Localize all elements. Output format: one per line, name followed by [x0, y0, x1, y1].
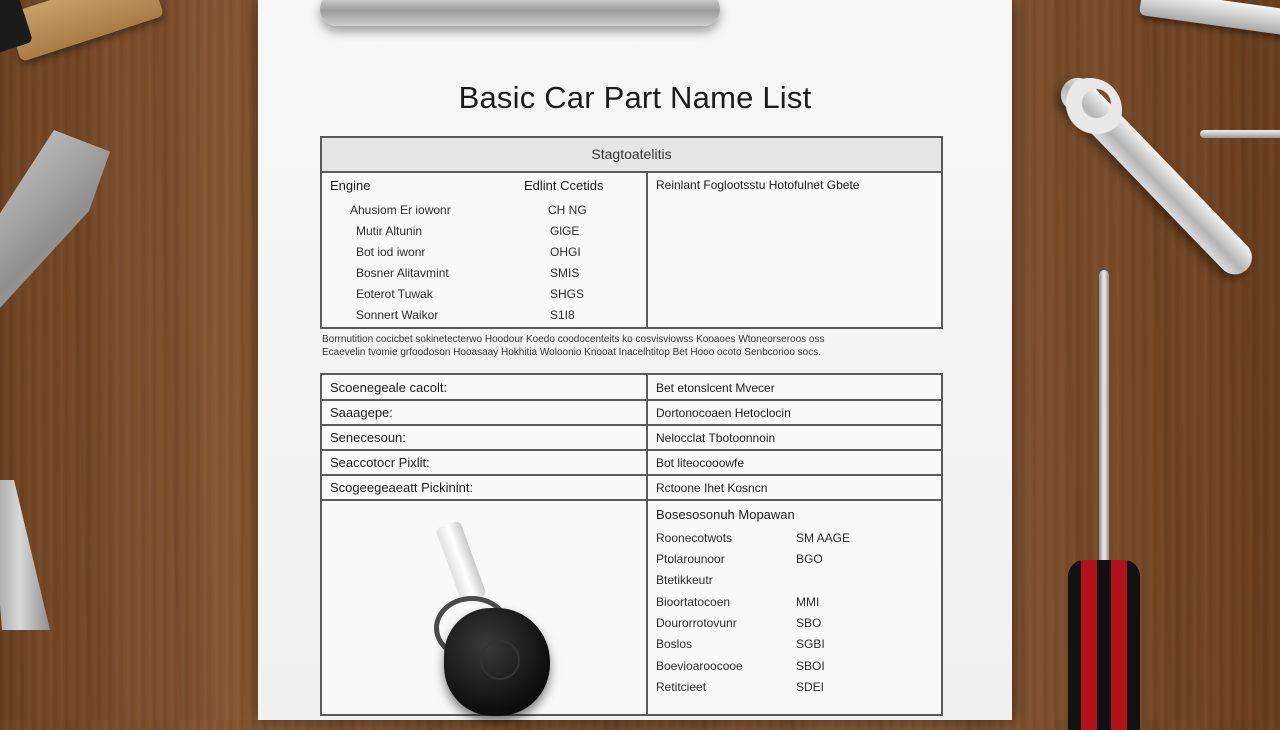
grid-rule [322, 424, 941, 426]
pliers-handle [0, 480, 50, 630]
lower-item-name: Boslos [656, 637, 693, 651]
part-code: OHGI [550, 245, 581, 259]
grid-rule [322, 474, 941, 476]
lower-item-name: Bioortatocoen [656, 595, 731, 609]
part-name: Bosner Alitavmint [356, 266, 449, 280]
lower-item-code: SDEI [796, 680, 825, 694]
parts-grid [320, 373, 943, 716]
lower-item-code: MMI [796, 595, 820, 609]
grid-row-label: Scogeegeaeatt Pickinint: [330, 480, 474, 495]
grid-row-label: Senecesoun: [330, 430, 406, 445]
part-code: S1I8 [550, 308, 575, 322]
document-title: Basic Car Part Name List [458, 80, 812, 115]
screwdriver-handle [1068, 560, 1140, 730]
paragraph-line: Borrnutition cocicbet sokinetecterwo Hoodour Koedo coodocenteits ko cosvisviowss Kooaoes Wtoneorseroos oss [322, 334, 825, 345]
lower-item-name: Ptolarounoor [656, 552, 725, 566]
wrench-top [320, 0, 720, 26]
lower-item-code: SM AAGE [796, 531, 851, 545]
lower-item-code: SGBI [796, 637, 825, 651]
lower-right-title: Bosesosonuh Mopawan [656, 507, 795, 522]
parts-panel [320, 136, 943, 329]
grid-row-label: Seaccotocr Pixlit: [330, 455, 430, 470]
lower-item-code: SBO [796, 616, 822, 630]
part-code: GlGE [550, 224, 580, 238]
grid-row-value: Rctoone Ihet Kosncn [656, 481, 768, 495]
part-code: CH NG [548, 203, 587, 217]
part-code: SHGS [550, 287, 585, 301]
grid-row-value: Dortonocoaen Hetoclocin [656, 406, 791, 420]
part-name: Bot iod iwonr [356, 245, 426, 259]
lower-item-name: Boevioaroocooe [656, 659, 743, 673]
lower-item-name: Btetikkeutr [656, 573, 713, 587]
wrench-top-right [1139, 0, 1280, 37]
metal-pin [1200, 130, 1280, 138]
pliers [0, 130, 110, 310]
panel-divider [646, 171, 648, 327]
panel-header: Stagtoatelitis [322, 138, 941, 173]
right-column-header: Reinlant Foglootsstu Hotofulnet Gbete [656, 178, 860, 192]
key-fob-button [480, 640, 520, 680]
lower-item-name: Dourorrotovunr [656, 616, 737, 630]
grid-rule [322, 499, 941, 501]
column-label-engine: Engine [330, 178, 371, 193]
part-name: Sonnert Waikor [356, 308, 439, 322]
part-name: Ahusiom Er iowonr [350, 203, 451, 217]
paper-sheet [258, 0, 1012, 720]
wrench-right-head [1058, 78, 1122, 142]
lower-item-code: BGO [796, 552, 823, 566]
grid-rule [322, 399, 941, 401]
grid-row-value: Bot liteocooowfe [656, 456, 745, 470]
screwdriver-shaft [1099, 270, 1109, 570]
column-label-codes: Edlint Ccetids [524, 178, 604, 193]
lower-item-name: Retitcieet [656, 680, 707, 694]
grid-row-value: Nelocclat Tbotoonnoin [656, 431, 776, 445]
grid-row-label: Scoenegeale cacolt: [330, 380, 448, 395]
lower-item-code: SBOI [796, 659, 825, 673]
part-name: Eoterot Tuwak [356, 287, 433, 301]
grid-rule [322, 449, 941, 451]
grid-row-label: Saaagepe: [330, 405, 393, 420]
part-name: Mutir Altunin [356, 224, 423, 238]
lower-item-name: Roonecotwots [656, 531, 733, 545]
paragraph-line: Ecaevelin tvomie grfoodoson Hooasaay Hokhitia Woloonio Knooat Inacelhtitop Bet Hooo ocoto Senbcorioo socs. [322, 347, 822, 358]
part-code: SMIS [550, 266, 580, 280]
grid-row-value: Bet etonslcent Mvecer [656, 381, 775, 395]
